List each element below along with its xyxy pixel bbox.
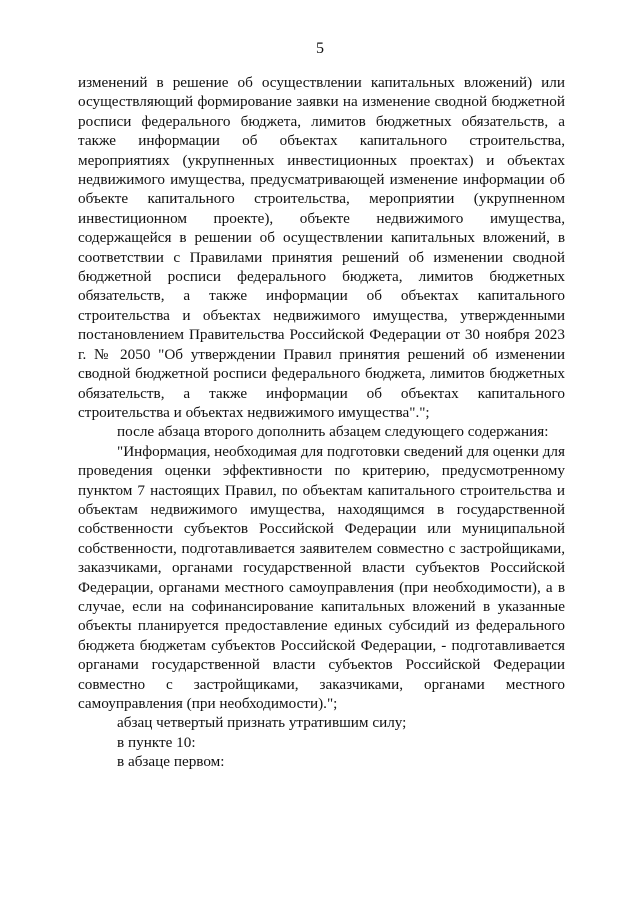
paragraph-continuation: изменений в решение об осуществлении капитальных вложений) или осуществляющий формирование заявки на изменение сводной бюджетной росписи федерального бюджета, лимитов бюджетных обязательств, а также информации об объектах капитального строительства, мероприятиях (укрупненных инвестиционных проектах) и объектах недвижимого имущества, предусматривающей изменение информации об объекте капитального строительства, мероприятии (укрупненном инвестиционном проекте), объекте недвижимого имущества, содержащейся в решении об осуществлении капитальных вложений, в соответствии с Правилами принятия решений об изменении сводной бюджетной росписи федерального бюджета, лимитов бюджетных обязательств, а также информации об объектах капитального строительства и объектах недвижимого имущества, утвержденными постановлением Правительства Российской Федерации от 30 ноября 2023 г. № 2050 "Об утверждении Правил принятия решений об изменении сводной бюджетной росписи федерального бюджета, лимитов бюджетных обязательств, а также информации об объектах капитального строительства и объектах недвижимого имущества"."; (78, 74, 565, 421)
paragraph-first-subparagraph: в абзаце первом: (117, 753, 225, 771)
document-body (78, 73, 565, 772)
paragraph-point-reference: в пункте 10: (117, 733, 196, 751)
paragraph-repeal-instruction: абзац четвертый признать утратившим силу; (117, 714, 407, 732)
page-number: 5 (316, 40, 324, 57)
paragraph-amendment-instruction: после абзаца второго дополнить абзацем следующего содержания: (117, 423, 549, 441)
paragraph-quoted-text: "Информация, необходимая для подготовки сведений для оценки для проведения оценки эффективности по критерию, предусмотренному пунктом 7 настоящих Правил, по объектам капитального строительства и объектам недвижимого имущества, находящимся в государственной собственности субъектов Российской Федерации или муниципальной собственности, подготавливается заявителем совместно с застройщиками, заказчиками, органами государственной власти субъектов Российской Федерации, органами местного самоуправления (при необходимости), а в случае, если на софинансирование капитальных вложений в указанные объекты планируется предоставление единых субсидий из федерального бюджета бюджетам субъектов Российской Федерации, - подготавливается органами государственной власти субъектов Российской Федерации совместно с застройщиками, заказчиками, органами местного самоуправления (при необходимости)."; (78, 442, 565, 712)
